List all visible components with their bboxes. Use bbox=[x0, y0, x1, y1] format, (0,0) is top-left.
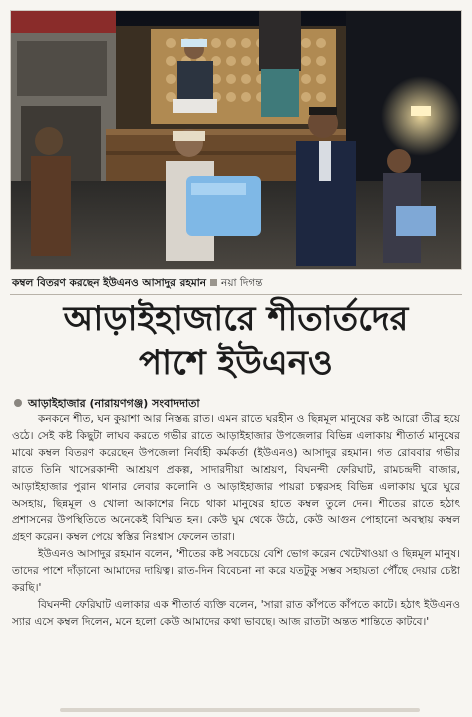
dateline-text: আড়াইহাজার (নারায়ণগঞ্জ) সংবাদদাতা bbox=[28, 397, 200, 410]
photo-illustration bbox=[11, 11, 461, 269]
headline-line-1: আড়াইহাজারে শীতার্তদের bbox=[63, 299, 409, 339]
divider bbox=[10, 294, 462, 295]
caption-text: কম্বল বিতরণ করছেন ইউএনও আসাদুর রহমান bbox=[12, 277, 207, 289]
headline-line-2: পাশে ইউএনও bbox=[139, 343, 333, 383]
article-body bbox=[12, 411, 460, 711]
next-column-cut bbox=[60, 708, 420, 712]
bullet-icon bbox=[14, 399, 22, 407]
caption-credit: নয়া দিগন্ত bbox=[221, 277, 263, 289]
news-photo bbox=[10, 10, 462, 270]
paragraph: বিঘনন্দী ফেরিঘাট এলাকার এক শীতার্ত ব্যক্তি বলেন, 'সারা রাত কাঁপতে কাঁপতে কাটে। হঠাৎ ইউএনও স্যার এসে কম্বল দিলেন, মনে হলো কেউ আমাদের কথা ভাবছে। আজ রাতটা অন্তত শান্তিতে কাটবে।' bbox=[12, 598, 460, 628]
photo-caption bbox=[12, 275, 460, 291]
headline bbox=[14, 297, 458, 385]
square-bullet-icon bbox=[210, 279, 217, 286]
paragraph: কনকনে শীত, ঘন কুয়াশা আর নিস্তব্ধ রাত। এমন রাতে ঘরহীন ও ছিন্নমূল মানুষের কষ্ট আরো তীব্র হয়ে ওঠে। সেই কষ্ট কিছুটা লাঘব করতে গভীর রাতে আড়াইহাজার উপজেলার বিভিন্ন এলাকায় শীতার্ত মানুষের মাঝে কম্বল বিতরণ করেছেন উপজেলা নির্বাহী কর্মকর্তা (ইউএনও) আসাদুর রহমান। গত রোববার গভীর রাতে তিনি খাসেরকান্দী আশ্রয়ণ প্রকল্প, সাদারদীয়া আশ্রয়ণ, বিঘনন্দী ফেরিঘাট, রামচন্দ্রদী বাজার, আড়াইহাজার পুরান থানার লেবার কলোনি ও আড়াইহাজার পায়রা চত্বরসহ বিভিন্ন এলাকায় ঘুরে ঘুরে অসহায়, ছিন্নমূল ও খোলা আকাশের নিচে থাকা মানুষের হাতে কম্বল তুলে দেন। শীতের রাতে হঠাৎ প্রশাসনের উপস্থিতিতে অনেকেই বিস্মিত হন। কেউ ঘুম থেকে উঠে, কেউ আগুন পোহানো অবস্থায় কম্বল গ্রহণ করেন। কম্বল পেয়ে স্বস্তির নিঃশ্বাস ফেলেন তারা। bbox=[12, 413, 460, 544]
dateline bbox=[14, 396, 454, 412]
paragraph: ইউএনও আসাদুর রহমান বলেন, 'শীতের কষ্ট সবচেয়ে বেশি ভোগ করেন খেটেখাওয়া ও ছিন্নমূল মানুষ। তাদের পাশে দাঁড়ানো আমাদের দায়িত্ব। রাত-দিন বিবেচনা না করে যতটুকু সম্ভব সহায়তা পৌঁছে দেয়ার চেষ্টা করছি।' bbox=[12, 548, 460, 595]
